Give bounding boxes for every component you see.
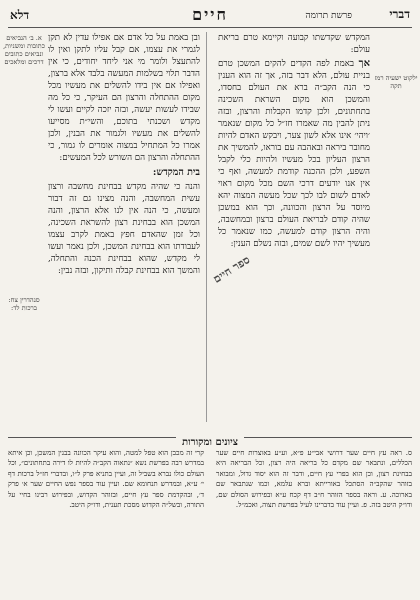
paragraph — [218, 58, 370, 250]
sources-header — [8, 430, 412, 448]
sources-column-left — [8, 448, 204, 596]
footnote-text: ס. ראה עץ חיים שער דרושי אבי״ע פ״א, וע״ע באוצרות חיים שער הכללים, ונתבאר שם מקדם כל בריאה היה רצון, וכל הבריאה היא בבחינת רצון, וכן הוא בפרי עץ חיים, ודבר זה הוא יסוד גדול, ומבואר בזוהר שהקב״ה הסתכל באורייתא וברא עלמא, וכמו שנתבאר שם בארוכה. ע. וראה בספר הזוהר ח״ב דף קכח ע״א ובפירוש הסולם שם, ודו״ק היטב בזה. פ. ועיין עוד בדברינו לעיל בפרשת תצוה, ואכמ״ל. — [216, 449, 412, 510]
library-stamp: ספר חיים — [210, 253, 253, 286]
margin-note-left-bottom: סנהדרין צח: ברכות לד: — [8, 296, 40, 312]
margin-note-left-top: א. ב׳ הנביאים כתובות ומשניות, ונביאים כתובים דרכים ומלאכים — [3, 34, 45, 66]
running-head-right: דברי — [389, 7, 410, 21]
page-header — [8, 5, 412, 28]
running-head-title: חיים — [192, 5, 228, 24]
text-column-right — [218, 32, 370, 422]
main-text — [48, 32, 370, 422]
sources-column-right — [216, 448, 412, 596]
page-number: דלא — [10, 8, 30, 22]
running-head-section: פרשת תרומה — [305, 11, 352, 21]
paragraph: ובן באמת על כל אדם אם אפילו עדין לא תקן לגמרי את עצמו, אם קבל עליו לתקן ואין לו להתעצל ולומר מי אני ליחד יחודים, כי אין הדבר תלוי בשלמות המעשה בלבד אלא ברצון, ואפילו אם אין בידו להשלים את מעשיו מכל מקום ההתחלה והרצון הם העיקר, כי כל מה שבידו לעשות יעשה, ובזה יזכה לקיים ועשו לי מקדש ושכנתי בתוכם, והשי״ת מסייעו להשלים את מעשיו ולגמור את הבנין, ולכן אמרו כל המתחיל במצוה אומרים לו גמור, כי ההתחלה והרצון הם השורש לכל המעשים: — [48, 33, 200, 163]
paragraph: והנה כי שהיה מקדש בבחינת מחשבה ורצון עשית המחשבה, והנה מצינו גם זה דבור ומעשה, כי הנה אין לנו אלא הרצון, והנה המשכן הוא בבחינת רצון להשראת השכינה, וכל זמן שהאדם חפץ באמת לקרב עצמו לעבודתו הוא בבחינת המשכן, ולכן נאמר ועשו לי מקדש, שהוא בבחינת הכנה והתחלה, והמשך הוא בבחינת קבלה ותיקון, ובזה נבין: — [48, 182, 200, 276]
text-column-left — [48, 32, 200, 422]
sources-title: ציונים ומקורות — [176, 437, 244, 448]
lead-word: אך — [358, 58, 370, 69]
section-heading: בית המקדש: — [152, 167, 200, 178]
margin-note-right: ילקוט ישעיה רמז תקה — [374, 74, 418, 90]
paragraph-text: באמת לפה הקדים להקים המשכן טרם בניית עולם, הלא דבר בזה, אך זה הוא הענין כי הנה הקב״ה ברא את העולם בחסדו, והמשכן הוא מקום השראת השכינה בתחתונים, ולכן קדמו הקבלות והרצון, ובזה ניתן להבין מה שאמרו חז״ל כל מקום שנאמר ׳ויהי׳ אינו אלא לשון צער, ויבקש האדם להיות מחובר ביראה ובאהבה עם בוראו, להמשיך את הרצון העליון בכל מעשיו ולהיות כלי לקבל השפע, ולכן ההכנה קודמת למעשה, ואף כי אין אנו יודעים דרכי השם מכל מקום ראוי לאדם לשום לבו לכך שכל מעשה המצוה יהא מיוסד על הרצון והכוונה, וכך הוא במשכן שהיה קודם לבריאת העולם ברצון ובמחשבה, והיה הרצון קודם למעשה, כמו שנאמר כל מעשיך יהיו לשם שמים, ובזה נשלם הענין: — [218, 59, 370, 249]
footnote-text: קרי זה מכבן הוא טפל למטה, והוא עיקר הכוונה בבנין המשכן, וכן איתא במדרש רבה בפרשת נשא ״נתאוה הקב״ה להיות לו דירה בתחתונים״, וכל העולם כולו נברא בשביל זה, ועיין בתניא פרק ל״ו, ובדברי חז״ל ברכות דף י׳ ע״א, ובמדרש תנחומא שם. ועיין עוד בספר נפש החיים שער א׳ פרק ד׳, ובהקדמת ספר עץ חיים, ובזוהר הקדוש, ובפירוש רבינו בחיי על התורה, ובשל״ה הקדוש מסכת תענית, ודו״ק היטב. — [8, 449, 204, 510]
column-divider — [206, 32, 207, 422]
paragraph: המקדש שקדשתו קבועה וקיימא טרם בריאת עולם: — [218, 33, 370, 55]
